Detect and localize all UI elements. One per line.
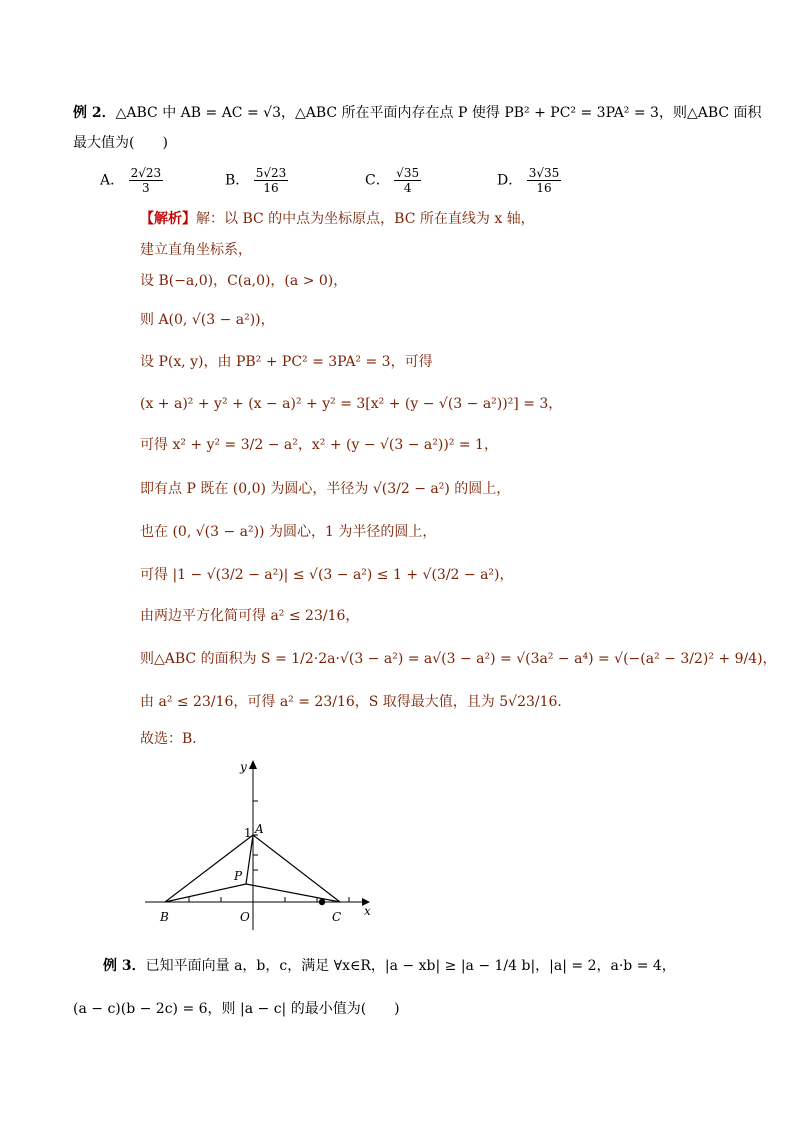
point-marker [319, 899, 325, 905]
option-d[interactable] [497, 166, 561, 195]
option-a-fraction [129, 166, 164, 195]
solution-line-2: 建立直角坐标系， [140, 242, 252, 258]
solution-line-8: 即有点 P 既在 (0,0) 为圆心，半径为 √(3/2 − a²) 的圆上， [140, 481, 511, 497]
solution-line-3: 设 B(−a,0)，C(a,0)，(a > 0)， [140, 273, 348, 289]
point-c-label: C [332, 910, 342, 924]
option-c-label: C． [365, 172, 390, 189]
option-b-num: 5√23 [255, 166, 287, 180]
solution-line-4: 则 A(0, √(3 − a²))， [140, 312, 275, 328]
example3-question-line2: (a − c)(b − 2c) = 6，则 |a − c| 的最小值为( ) [73, 1001, 400, 1017]
option-a-label: A． [100, 172, 125, 189]
segment-ac [253, 835, 340, 902]
option-a-num: 2√23 [130, 166, 162, 180]
point-p-label: P [234, 869, 243, 883]
example3-question-text-1: 已知平面向量 a，b，c，满足 ∀x∈R，|a − xb| ≥ |a − 1/4 b|，|a| = 2，a·b = 4， [145, 958, 676, 974]
solution-line-5: 设 P(x, y)，由 PB² + PC² = 3PA² = 3，可得 [140, 354, 433, 370]
solution-line-12: 则△ABC 的面积为 S = 1/2·2a·√(3 − a²) = a√(3 − a²) = √(3a² − a⁴) = √(−(a² − 3/2)² + 9/4)， [140, 651, 777, 667]
solution-text-1: 解：以 BC 的中点为坐标原点，BC 所在直线为 x 轴， [196, 211, 535, 227]
example2-question-line2: 最大值为( ) [73, 135, 168, 151]
solution-line-9: 也在 (0, √(3 − a²)) 为圆心，1 为半径的圆上， [140, 524, 437, 540]
solution-tag: 【解析】 [140, 211, 196, 227]
solution-line-1 [140, 210, 535, 228]
solution-line-10: 可得 |1 − √(3/2 − a²)| ≤ √(3 − a²) ≤ 1 + √(3/2 − a²)， [140, 567, 514, 583]
example2-question-line1 [73, 104, 762, 122]
y-axis-label: y [240, 760, 247, 774]
option-b-den: 16 [263, 181, 279, 195]
point-a-label: A [255, 822, 264, 836]
option-b-label: B． [225, 172, 250, 189]
option-c[interactable] [365, 166, 421, 195]
solution-line-6: (x + a)² + y² + (x − a)² + y² = 3[x² + (y − √(3 − a²))²] = 3， [140, 396, 563, 412]
example3-question-line1 [103, 957, 676, 975]
example3-label: 例 3． [103, 958, 146, 974]
option-c-num: √35 [396, 166, 420, 180]
option-d-label: D． [497, 172, 523, 189]
option-d-num: 3√35 [528, 166, 560, 180]
point-b-label: B [160, 910, 169, 924]
option-a-den: 3 [142, 181, 150, 195]
option-d-fraction [527, 166, 562, 195]
x-axis-label: x [364, 904, 371, 918]
option-b[interactable] [225, 166, 288, 195]
option-d-den: 16 [536, 181, 552, 195]
tick-one-label: 1 [244, 826, 252, 840]
origin-label: O [240, 910, 250, 924]
segment-ap [246, 835, 253, 884]
option-c-fraction [394, 166, 421, 195]
solution-line-11: 由两边平方化简可得 a² ≤ 23/16， [140, 608, 360, 624]
option-a[interactable] [100, 166, 163, 195]
option-c-den: 4 [403, 181, 412, 195]
y-axis-arrow [249, 760, 257, 769]
solution-line-14: 故选：B． [140, 731, 207, 747]
example2-label: 例 2． [73, 105, 116, 121]
segment-cp [246, 884, 340, 902]
solution-line-7: 可得 x² + y² = 3/2 − a²，x² + (y − √(3 − a²))² = 1， [140, 437, 498, 453]
triangle-coordinate-figure [140, 755, 380, 935]
example2-question-text-1: △ABC 中 AB = AC = √3，△ABC 所在平面内存在点 P 使得 PB² + PC² = 3PA² = 3，则△ABC 面积 [115, 105, 762, 121]
option-b-fraction [254, 166, 289, 195]
solution-line-13: 由 a² ≤ 23/16，可得 a² = 23/16，S 取得最大值，且为 5√23/16． [140, 694, 572, 710]
